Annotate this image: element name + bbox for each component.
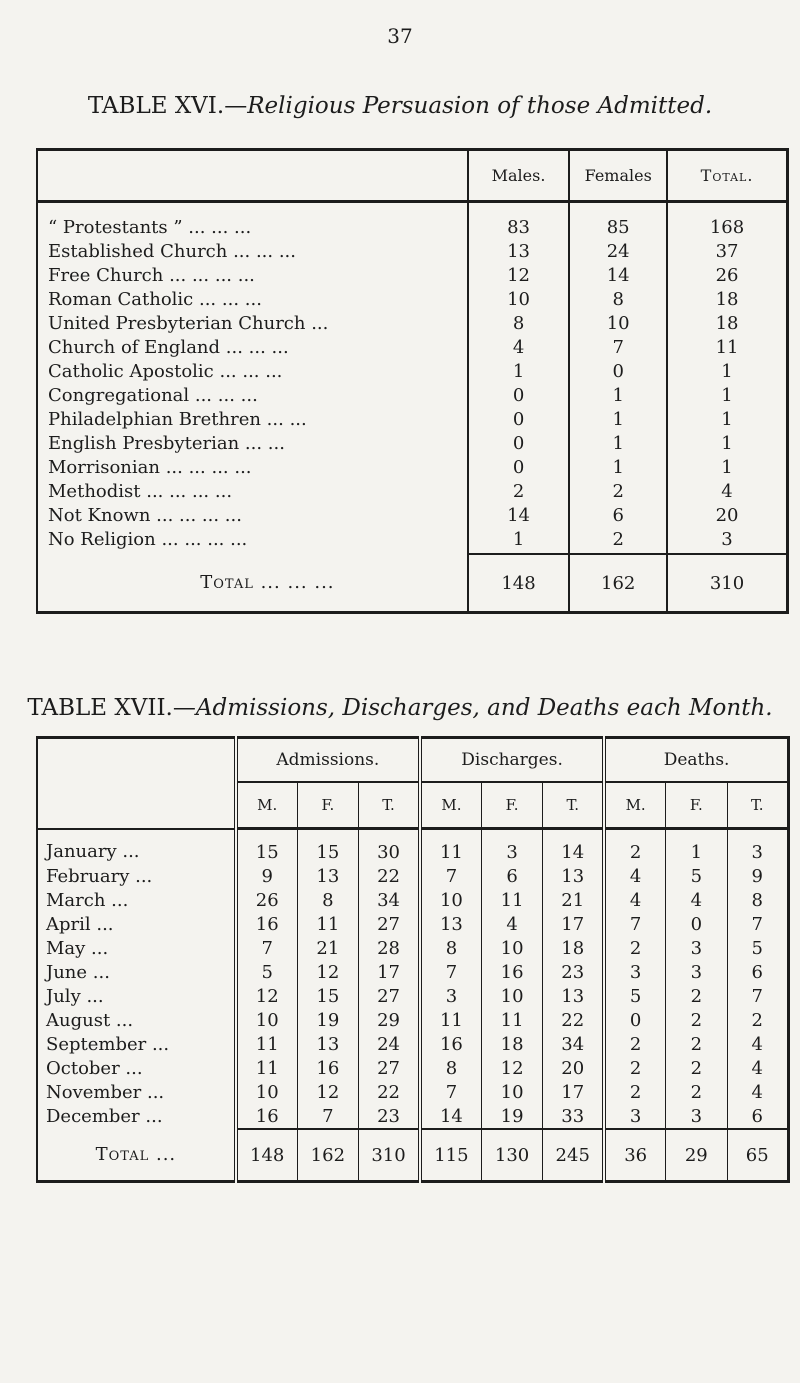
table-row [37,335,788,359]
deaths-f-value: 4 [666,888,727,912]
table-row [37,287,788,311]
admissions-t-value: 29 [359,1008,420,1032]
table-row [37,239,788,263]
table-xvi-title-prefix: TABLE XVI.— [87,93,248,119]
table-row [37,1008,789,1032]
header-discharges: Discharges. [420,738,604,783]
table-row [37,407,788,431]
page-number: 37 [387,24,413,48]
males-value: 0 [468,431,570,455]
deaths-t-value: 6 [727,960,789,984]
discharges-t-value: 34 [543,1032,604,1056]
discharges-f-value: 18 [481,1032,542,1056]
religion-name: English Presbyterian ... ... [48,432,285,454]
discharges-f-value: 10 [481,1080,542,1104]
females-value: 14 [569,263,667,287]
header-blank [37,150,468,202]
deaths-m-value: 3 [604,1104,665,1129]
table-xvii-title [0,695,800,721]
discharges-f-value: 3 [481,829,542,865]
deaths-m-value: 4 [604,888,665,912]
religion-name: Roman Catholic ... ... ... [48,288,262,310]
discharges-t-value: 20 [543,1056,604,1080]
admissions-m-value: 7 [236,936,297,960]
total-value: 1 [667,407,787,431]
discharges-f-value: 16 [481,960,542,984]
table-row [37,1056,789,1080]
deaths-t-value: 2 [727,1008,789,1032]
total-value: 26 [667,263,787,287]
religion-name: Established Church ... ... ... [48,240,297,262]
admissions-t-value: 27 [359,984,420,1008]
females-value: 24 [569,239,667,263]
discharges-t-value: 33 [543,1104,604,1129]
discharges-m-value: 7 [420,1080,481,1104]
discharges-m-value: 10 [420,888,481,912]
deaths-m-value: 2 [604,829,665,865]
month-name: January ... [46,841,140,863]
religion-name: Methodist ... ... ... ... [48,480,233,502]
deaths-m-value: 2 [604,1032,665,1056]
sub-header-f: F. [297,782,358,829]
males-value: 0 [468,455,570,479]
total-total: 310 [667,554,787,613]
table-xvii-title-italic: Admissions, Discharges, and Deaths each Month. [195,695,773,721]
deaths-t-value: 6 [727,1104,789,1129]
deaths-m-value: 2 [604,1080,665,1104]
discharges-f-value: 10 [481,936,542,960]
religion-name: United Presbyterian Church ... [48,312,329,334]
deaths-f-value: 2 [666,1032,727,1056]
discharges-t-value: 23 [543,960,604,984]
discharges-m-value: 14 [420,1104,481,1129]
deaths-t-value: 7 [727,912,789,936]
table-xvi-title-italic: Religious Persuasion of those Admitted. [247,93,713,119]
admissions-t-value: 23 [359,1104,420,1129]
deaths-f-value: 3 [666,936,727,960]
admissions-f-value: 19 [297,1008,358,1032]
discharges-m-value: 8 [420,936,481,960]
table-row [37,503,788,527]
total-value: 18 [667,311,787,335]
table-row [37,311,788,335]
discharges-f-value: 6 [481,864,542,888]
deaths-f-value: 2 [666,1080,727,1104]
sub-header-t: T. [359,782,420,829]
males-value: 14 [468,503,570,527]
table-xvi-title [0,93,800,119]
month-name: April ... [46,913,114,935]
admissions-f-value: 13 [297,1032,358,1056]
males-value: 4 [468,335,570,359]
males-value: 10 [468,287,570,311]
admissions-m-value: 26 [236,888,297,912]
admissions-t-value: 27 [359,1056,420,1080]
deaths-f-value: 2 [666,984,727,1008]
month-name: February ... [46,865,153,887]
religion-name: Congregational ... ... ... [48,384,258,406]
admissions-f-value: 8 [297,888,358,912]
table-row [37,527,788,554]
discharges-f-value: 12 [481,1056,542,1080]
discharges-m-value: 3 [420,984,481,1008]
table-row [37,960,789,984]
males-value: 13 [468,239,570,263]
admissions-f-value: 15 [297,829,358,865]
total-value: 20 [667,503,787,527]
admissions-m-value: 11 [236,1032,297,1056]
discharges-t-value: 14 [543,829,604,865]
deaths-t-value: 4 [727,1080,789,1104]
month-name: October ... [46,1057,143,1079]
deaths-m-value: 0 [604,1008,665,1032]
discharges-t-value: 22 [543,1008,604,1032]
header-total: Total. [667,150,787,202]
sub-header-f: F. [481,782,542,829]
admissions-f-value: 21 [297,936,358,960]
admissions-t-value: 22 [359,864,420,888]
total-males: 148 [468,554,570,613]
table-row [37,912,789,936]
month-name: July ... [46,985,104,1007]
deaths-f-value: 3 [666,960,727,984]
males-value: 1 [468,527,570,554]
religion-name: “ Protestants ” ... ... ... [48,216,252,238]
total-row [37,1129,789,1182]
total-value: 11 [667,335,787,359]
religion-name: Not Known ... ... ... ... [48,504,242,526]
deaths-t-value: 4 [727,1032,789,1056]
table-row [37,864,789,888]
header-females: Females [569,150,667,202]
month-name: March ... [46,889,129,911]
religion-name: Free Church ... ... ... ... [48,264,255,286]
total-value: 1 [667,383,787,407]
total-label: Total ... [95,1144,177,1165]
discharges-t-value: 21 [543,888,604,912]
discharges-f-value: 19 [481,1104,542,1129]
sub-header-t: T. [543,782,604,829]
males-value: 8 [468,311,570,335]
sub-header-m: M. [604,782,665,829]
admissions-t-value: 30 [359,829,420,865]
females-value: 1 [569,407,667,431]
religion-name: Church of England ... ... ... [48,336,289,358]
total-row [37,554,788,613]
total-value: 1 [667,455,787,479]
religion-name: No Religion ... ... ... ... [48,529,248,550]
females-value: 1 [569,431,667,455]
discharges-m-value: 8 [420,1056,481,1080]
females-value: 1 [569,455,667,479]
deaths-f-value: 0 [666,912,727,936]
discharges-m-value: 16 [420,1032,481,1056]
admissions-f-value: 15 [297,984,358,1008]
discharges-t-value: 13 [543,984,604,1008]
total-discharges-f: 130 [481,1129,542,1182]
month-name: June ... [46,961,110,983]
total-admissions-f: 162 [297,1129,358,1182]
males-value: 1 [468,359,570,383]
females-value: 0 [569,359,667,383]
total-admissions-t: 310 [359,1129,420,1182]
females-value: 6 [569,503,667,527]
females-value: 2 [569,479,667,503]
admissions-m-value: 11 [236,1056,297,1080]
header-blank [37,738,236,829]
discharges-f-value: 4 [481,912,542,936]
deaths-t-value: 5 [727,936,789,960]
total-deaths-t: 65 [727,1129,789,1182]
admissions-t-value: 22 [359,1080,420,1104]
deaths-m-value: 4 [604,864,665,888]
sub-header-f: F. [666,782,727,829]
month-name: August ... [46,1009,134,1031]
discharges-m-value: 7 [420,864,481,888]
females-value: 7 [569,335,667,359]
table-row [37,479,788,503]
total-admissions-m: 148 [236,1129,297,1182]
females-value: 85 [569,202,667,240]
table-row [37,383,788,407]
admissions-t-value: 27 [359,912,420,936]
religion-name: Morrisonian ... ... ... ... [48,456,252,478]
discharges-f-value: 11 [481,888,542,912]
deaths-f-value: 1 [666,829,727,865]
males-value: 12 [468,263,570,287]
total-deaths-f: 29 [666,1129,727,1182]
admissions-t-value: 24 [359,1032,420,1056]
discharges-m-value: 11 [420,1008,481,1032]
table-row [37,431,788,455]
monthly-movement-table [36,736,790,1183]
deaths-t-value: 9 [727,864,789,888]
month-name: December ... [46,1106,163,1127]
discharges-f-value: 11 [481,1008,542,1032]
total-value: 3 [667,527,787,554]
sub-header-m: M. [420,782,481,829]
month-name: May ... [46,937,109,959]
admissions-m-value: 16 [236,912,297,936]
table-row [37,202,788,240]
discharges-t-value: 17 [543,1080,604,1104]
table-row [37,263,788,287]
discharges-t-value: 18 [543,936,604,960]
header-admissions: Admissions. [236,738,420,783]
sub-header-t: T. [727,782,789,829]
table-row [37,936,789,960]
header-deaths: Deaths. [604,738,788,783]
males-value: 0 [468,383,570,407]
admissions-m-value: 5 [236,960,297,984]
males-value: 2 [468,479,570,503]
admissions-m-value: 15 [236,829,297,865]
table-row [37,1104,789,1129]
deaths-t-value: 7 [727,984,789,1008]
females-value: 10 [569,311,667,335]
deaths-m-value: 7 [604,912,665,936]
religion-name: Catholic Apostolic ... ... ... [48,360,283,382]
table-row [37,1032,789,1056]
admissions-m-value: 16 [236,1104,297,1129]
header-males: Males. [468,150,570,202]
total-discharges-m: 115 [420,1129,481,1182]
discharges-m-value: 11 [420,829,481,865]
table-row [37,829,789,865]
females-value: 8 [569,287,667,311]
admissions-t-value: 28 [359,936,420,960]
admissions-f-value: 12 [297,1080,358,1104]
admissions-m-value: 12 [236,984,297,1008]
total-females: 162 [569,554,667,613]
admissions-m-value: 9 [236,864,297,888]
males-value: 0 [468,407,570,431]
females-value: 2 [569,527,667,554]
deaths-m-value: 3 [604,960,665,984]
total-value: 1 [667,359,787,383]
table-row [37,1080,789,1104]
deaths-f-value: 2 [666,1008,727,1032]
discharges-m-value: 7 [420,960,481,984]
religious-persuasion-table [36,148,789,614]
admissions-t-value: 17 [359,960,420,984]
religion-name: Philadelphian Brethren ... ... [48,408,307,430]
total-value: 37 [667,239,787,263]
total-label: Total ... ... ... [37,554,468,613]
deaths-f-value: 3 [666,1104,727,1129]
group-header-row [37,738,789,783]
table-row [37,359,788,383]
sub-header-m: M. [236,782,297,829]
deaths-f-value: 2 [666,1056,727,1080]
admissions-m-value: 10 [236,1080,297,1104]
month-name: September ... [46,1033,170,1055]
month-name: November ... [46,1081,165,1103]
discharges-t-value: 13 [543,864,604,888]
table-xvii-title-prefix: TABLE XVII.— [27,695,196,721]
total-value: 168 [667,202,787,240]
total-value: 1 [667,431,787,455]
admissions-m-value: 10 [236,1008,297,1032]
deaths-f-value: 5 [666,864,727,888]
table-header-row [37,150,788,202]
admissions-f-value: 16 [297,1056,358,1080]
deaths-t-value: 3 [727,829,789,865]
admissions-f-value: 7 [297,1104,358,1129]
table-row [37,888,789,912]
table-row [37,984,789,1008]
discharges-m-value: 13 [420,912,481,936]
table-row [37,455,788,479]
total-value: 4 [667,479,787,503]
males-value: 83 [468,202,570,240]
admissions-f-value: 13 [297,864,358,888]
deaths-m-value: 2 [604,936,665,960]
admissions-f-value: 12 [297,960,358,984]
deaths-t-value: 8 [727,888,789,912]
deaths-m-value: 5 [604,984,665,1008]
deaths-t-value: 4 [727,1056,789,1080]
admissions-t-value: 34 [359,888,420,912]
deaths-m-value: 2 [604,1056,665,1080]
females-value: 1 [569,383,667,407]
total-discharges-t: 245 [543,1129,604,1182]
total-value: 18 [667,287,787,311]
admissions-f-value: 11 [297,912,358,936]
discharges-t-value: 17 [543,912,604,936]
total-deaths-m: 36 [604,1129,665,1182]
discharges-f-value: 10 [481,984,542,1008]
